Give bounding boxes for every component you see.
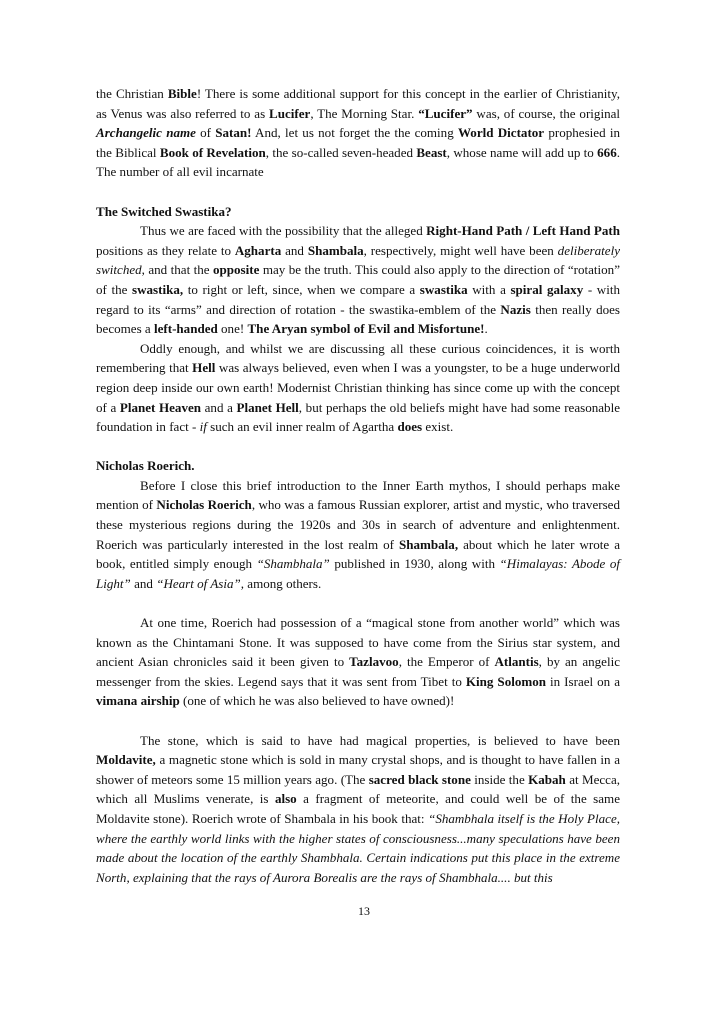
text-run: at Mecca, which all Muslims venerate, is [96, 771, 621, 807]
text-run: and [281, 242, 308, 258]
text-run: among others. [244, 575, 322, 591]
text-run: Book of Revelation [159, 144, 266, 160]
paragraph [96, 221, 620, 339]
text-run: to right or left, since, when we compare a [183, 281, 420, 297]
text-run: 666 [597, 144, 617, 160]
text-run: Archangelic name [96, 125, 196, 141]
text-run: was always believed, even when I was a youngster, to be a huge underworld region deep inside our own earth! Modernist Christian thinking has since come up with the concept of a [96, 360, 620, 415]
text-run: - with regard to its “arms” and direction of rotation - the swastika-emblem of the [96, 281, 620, 317]
text-run: spiral galaxy [510, 281, 584, 297]
text-run: The Aryan symbol of Evil and Misfortune! [247, 321, 485, 337]
text-run: Kabah [528, 771, 566, 787]
text-run: Lucifer [269, 105, 311, 121]
text-run: Satan! [215, 125, 252, 141]
text-run: , who was a famous Russian explorer, artist and mystic, who traversed these mysterious regions during the 1920s and 30s in search of adventure and enlightenment. Roerich was particularly interested in the lost realm of [96, 497, 620, 552]
text-run: Right-Hand Path / Left Hand Path [426, 223, 620, 239]
paragraph [96, 731, 620, 888]
text-run: such an evil inner realm of Agartha [206, 419, 398, 435]
text-run: “Heart of Asia”, [156, 575, 245, 591]
text-run: inside the [470, 771, 529, 787]
text-run: “Shambhala itself is the Holy Place, where the earthly world links with the higher states of consciousness...many speculations have been made about the location of the earthly Shambhala. Certain indications put this place in the extreme North, explaining that the rays of Aurora Borealis are the rays of Shambhala.... but this [96, 810, 621, 885]
section-heading: The Switched Swastika? [96, 203, 232, 219]
text-run: Shambala [307, 242, 364, 258]
text-run: ! There is some additional support for this concept in the earlier of Christianity, as Venus was also referred to as [96, 86, 620, 121]
text-run: a fragment of meteorite, and could well be of the same Moldavite stone). Roerich wrote of Shambala in his book that: [96, 791, 620, 826]
text-run: exist. [422, 419, 454, 435]
text-run: prophesied in the Biblical [96, 125, 620, 160]
text-run: (one of which he was also believed to have owned)! [179, 693, 455, 709]
text-run: Nicholas Roerich [156, 497, 252, 513]
text-run: . [484, 321, 488, 337]
text-run: swastika [419, 281, 468, 297]
text-run: Oddly enough, and whilst we are discussing all these curious coincidences, it is worth remembering that [96, 340, 620, 376]
text-run: , the so-called seven-headed [265, 144, 417, 160]
text-run: . The number of all evil incarnate [96, 144, 620, 180]
text-run: Thus we are faced with the possibility that the alleged [140, 223, 427, 239]
text-run: and [130, 575, 157, 591]
paragraph [96, 84, 620, 182]
text-run: , whose name will add up to [446, 144, 598, 160]
text-run: the Christian [96, 86, 168, 101]
text-run: “Shambhala” [256, 556, 330, 572]
page-number: 13 [358, 904, 370, 918]
text-run: may be the truth. This could also apply to the direction of “rotation” of the [96, 262, 620, 297]
text-run: , but perhaps the old beliefs might have had some reasonable foundation in fact - [96, 399, 620, 435]
text-run: Planet Hell [236, 399, 299, 415]
text-run: in Israel on a [546, 673, 621, 689]
text-run: with a [467, 281, 511, 297]
text-run: Planet Heaven [119, 399, 202, 415]
text-run: sacred black stone [368, 771, 471, 787]
section-heading: Nicholas Roerich. [96, 458, 195, 474]
text-run: was, of course, the original [472, 105, 621, 121]
text-run: vimana airship [96, 693, 180, 709]
text-run: , respectively, might well have been [363, 242, 558, 258]
text-run: “Himalayas: Abode of Light” [96, 556, 620, 591]
text-run: Tazlavoo [349, 654, 399, 670]
text-run: Atlantis [494, 654, 539, 670]
text-run: , by an angelic messenger from the skies. Legend says that it was sent from Tibet to [96, 654, 621, 689]
text-run: Beast [416, 144, 447, 160]
text-run: swastika, [132, 281, 184, 297]
text-run: , The Morning Star. [310, 105, 419, 121]
text-run: , and that the [141, 262, 213, 278]
text-run: Before I close this brief introduction to the Inner Earth mythos, I should perhaps make mention of [96, 477, 620, 513]
text-run: and a [201, 399, 237, 415]
text-run: , the Emperor of [398, 654, 495, 670]
text-run: left-handed [153, 321, 218, 337]
text-run: deliberately switched [96, 242, 620, 278]
body-text [96, 84, 620, 887]
text-run: then really does becomes a [96, 301, 620, 337]
text-run: “Lucifer” [418, 105, 473, 121]
text-run: a magnetic stone which is sold in many crystal shops, and is thought to have fallen in a shower of meteors some 15 million years ago. (The [96, 752, 620, 787]
text-run: about which he later wrote a book, entitled simply enough [96, 536, 620, 572]
text-run: Shambala, [399, 536, 459, 552]
text-run: Bible [167, 86, 197, 101]
text-run: World Dictator [457, 125, 545, 141]
paragraph [96, 476, 620, 594]
text-run: And, let us not forget the the coming [251, 125, 458, 141]
text-run: Nazis [500, 301, 531, 317]
text-run: also [274, 791, 297, 807]
text-run: Agharta [234, 242, 282, 258]
text-run: At one time, Roerich had possession of a “magical stone from another world” which was known as the Chintamani Stone. It was supposed to have come from the Sirius star system, and ancient Asian chronicles said it been given to [96, 615, 620, 670]
text-run: one! [217, 321, 248, 337]
text-run: positions as they relate to [96, 242, 235, 258]
text-run: King Solomon [465, 673, 547, 689]
text-run: opposite [212, 262, 260, 278]
text-run: if [199, 419, 207, 435]
text-run: published in 1930, along with [329, 556, 500, 572]
text-run: Hell [192, 360, 216, 376]
paragraph [96, 339, 620, 437]
text-run: of [195, 125, 216, 141]
paragraph [96, 613, 620, 711]
text-run: Moldavite, [96, 752, 156, 768]
text-run: The stone, which is said to have had magical properties, is believed to have been [140, 732, 620, 748]
text-run: does [397, 419, 423, 435]
